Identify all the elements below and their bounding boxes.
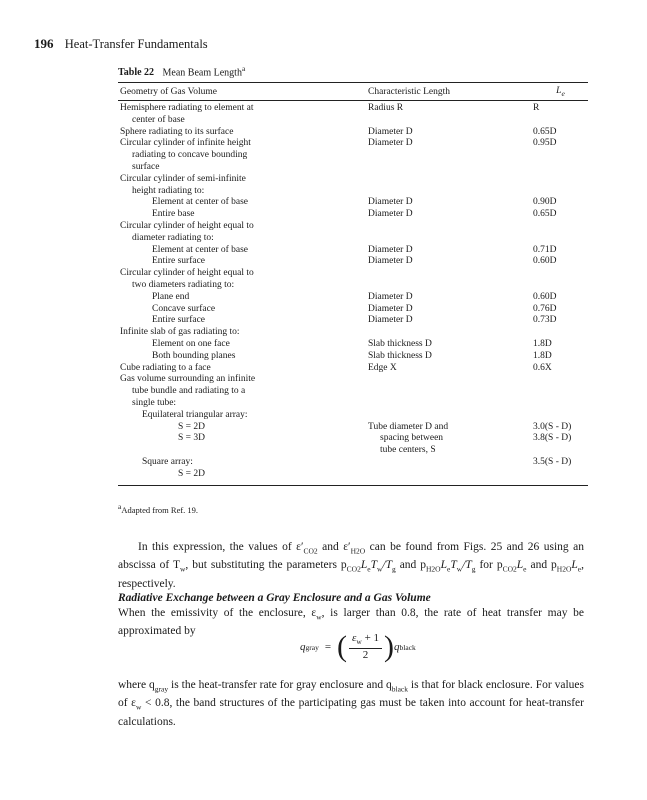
cell-mean-beam-length: 0.73D <box>533 315 557 326</box>
cell-geometry: S = 2D <box>178 468 206 479</box>
cell-geometry <box>118 445 368 457</box>
table-row <box>118 339 588 351</box>
page-number: 196 <box>34 36 54 51</box>
cell-geometry: Element at center of base <box>152 244 249 255</box>
cell-characteristic-length: Diameter D <box>368 209 413 220</box>
table-number: Table 22 <box>118 67 155 79</box>
cell-mean-beam-length <box>533 233 588 245</box>
cell-geometry: Infinite slab of gas radiating to: <box>120 327 240 338</box>
table-row <box>118 457 588 469</box>
table-title: Mean Beam Length <box>162 67 242 79</box>
cell-characteristic-length <box>368 398 533 410</box>
cell-geometry: Cube radiating to a face <box>120 362 211 373</box>
table-row <box>118 304 588 316</box>
cell-geometry: Element at center of base <box>152 197 249 208</box>
cell-characteristic-length: Tube diameter D and <box>368 421 449 432</box>
cell-characteristic-length <box>368 327 533 339</box>
cell-mean-beam-length <box>533 469 588 481</box>
cell-mean-beam-length <box>533 186 588 198</box>
cell-characteristic-length: Diameter D <box>368 291 413 302</box>
table-header-row <box>118 83 588 100</box>
table-body <box>118 101 588 485</box>
cell-mean-beam-length <box>533 386 588 398</box>
cell-mean-beam-length: 1.8D <box>533 338 552 349</box>
table-row <box>118 363 588 375</box>
column-header-le: $L_e$ <box>556 85 565 98</box>
table-row <box>118 268 588 280</box>
cell-mean-beam-length: 0.60D <box>533 291 557 302</box>
cell-geometry: Circular cylinder of infinite height <box>120 138 251 149</box>
running-title: Heat-Transfer Fundamentals <box>64 37 208 51</box>
paragraph-expression: In this expression, the values of $\varepsilon'_{CO2}$ and $\varepsilon'_{H2O}$ can be found from Figs. 25 and 26 using an abscissa of $T_w$, but substituting the parameters $p_{CO2}L_eT_w/T_g$ and $p_{H2O}L_eT_w/T_g$ for $p_{CO2}L_e$ and $p_{H2O}L_e$, respectively. <box>118 541 584 590</box>
table-caption <box>118 64 245 78</box>
cell-characteristic-length <box>368 469 533 481</box>
cell-characteristic-length: Diameter D <box>368 256 413 267</box>
cell-geometry: Concave surface <box>152 303 216 314</box>
cell-geometry: Sphere radiating to its surface <box>120 126 234 137</box>
mean-beam-length-table <box>118 82 588 486</box>
cell-mean-beam-length: 1.8D <box>533 350 552 361</box>
table-footnote: $^a$Adapted from Ref. 19. <box>118 502 199 515</box>
cell-characteristic-length <box>368 457 533 469</box>
table-row <box>118 245 588 257</box>
cell-geometry: Entire surface <box>152 256 206 267</box>
cell-mean-beam-length: R <box>533 103 540 113</box>
table-row <box>118 233 588 245</box>
cell-geometry: single tube: <box>132 397 177 408</box>
cell-mean-beam-length: 3.8(S - D) <box>533 433 572 444</box>
cell-mean-beam-length <box>533 327 588 339</box>
cell-characteristic-length: Diameter D <box>368 197 413 208</box>
cell-characteristic-length: Diameter D <box>368 315 413 326</box>
cell-geometry: Equilateral triangular array: <box>142 409 248 420</box>
cell-mean-beam-length <box>533 150 588 162</box>
cell-geometry: Circular cylinder of height equal to <box>120 268 254 279</box>
cell-geometry: two diameters radiating to: <box>132 279 235 290</box>
cell-mean-beam-length: 3.5(S - D) <box>533 456 572 467</box>
table-row <box>118 445 588 457</box>
table-row <box>118 138 588 150</box>
table-row <box>118 174 588 186</box>
cell-geometry: radiating to concave bounding <box>132 150 248 161</box>
table-row <box>118 386 588 398</box>
cell-characteristic-length: Edge X <box>368 362 397 373</box>
table-row <box>118 209 588 221</box>
table-row <box>118 127 588 139</box>
cell-mean-beam-length <box>533 374 588 386</box>
cell-characteristic-length <box>368 268 533 280</box>
cell-characteristic-length: Radius R <box>368 103 404 113</box>
cell-mean-beam-length: 0.60D <box>533 256 557 267</box>
cell-mean-beam-length: 0.95D <box>533 138 557 149</box>
table-row <box>118 351 588 363</box>
cell-geometry: Circular cylinder of semi-infinite <box>120 173 246 184</box>
table-title-mark: a <box>241 64 246 73</box>
cell-mean-beam-length: 0.76D <box>533 303 557 314</box>
table-row <box>118 186 588 198</box>
cell-geometry: Square array: <box>142 456 193 467</box>
cell-geometry: Circular cylinder of height equal to <box>120 220 254 231</box>
table-row <box>118 256 588 268</box>
cell-geometry: Hemisphere radiating to element at <box>120 103 254 113</box>
cell-mean-beam-length: 3.0(S - D) <box>533 421 572 432</box>
page-header <box>34 36 208 52</box>
cell-characteristic-length: Slab thickness D <box>368 350 432 361</box>
table-row <box>118 162 588 174</box>
table-row <box>118 292 588 304</box>
table-row <box>118 315 588 327</box>
cell-mean-beam-length: 0.6X <box>533 362 552 373</box>
cell-characteristic-length <box>368 374 533 386</box>
cell-mean-beam-length: 0.90D <box>533 197 557 208</box>
table-row <box>118 197 588 209</box>
cell-geometry: surface <box>132 161 160 172</box>
table-row <box>118 422 588 434</box>
cell-characteristic-length: Slab thickness D <box>368 338 432 349</box>
table-row <box>118 103 588 115</box>
cell-geometry: Gas volume surrounding an infinite <box>120 374 256 385</box>
cell-mean-beam-length <box>533 174 588 186</box>
cell-mean-beam-length: 0.65D <box>533 126 557 137</box>
paragraph-emissivity: When the emissivity of the enclosure, $\varepsilon_w$, is larger than 0.8, the rate of heat transfer may be approximated by <box>118 607 584 638</box>
table-row <box>118 398 588 410</box>
cell-characteristic-length <box>368 233 533 245</box>
cell-characteristic-length <box>368 221 533 233</box>
cell-geometry: Both bounding planes <box>152 350 236 361</box>
cell-geometry: center of base <box>132 114 185 125</box>
cell-geometry: height radiating to: <box>132 185 205 196</box>
cell-geometry: S = 3D <box>178 433 206 444</box>
cell-geometry: Entire surface <box>152 315 206 326</box>
paragraph-where: where $q_{gray}$ is the heat-transfer rate for gray enclosure and $q_{black}$ is that for black enclosure. For values of $\varepsilon_w < 0.8$, the band structures of the participating gas must be taken into account for heat-transfer calculations. <box>118 679 584 728</box>
cell-mean-beam-length: 0.65D <box>533 209 557 220</box>
cell-mean-beam-length <box>533 280 588 292</box>
cell-characteristic-length: Diameter D <box>368 126 413 137</box>
cell-characteristic-length: Diameter D <box>368 138 413 149</box>
cell-characteristic-length <box>368 115 533 127</box>
table-row <box>118 115 588 127</box>
cell-geometry: Plane end <box>152 291 190 302</box>
cell-characteristic-length: spacing between <box>380 433 444 444</box>
cell-characteristic-length: tube centers, S <box>380 445 436 456</box>
cell-characteristic-length <box>368 174 533 186</box>
cell-geometry: Entire base <box>152 209 195 220</box>
table-row <box>118 327 588 339</box>
gray-enclosure-equation: q gray = ( $\frac{\varepsilon_w + 1}{2}$ ) q black <box>300 630 416 664</box>
table-row <box>118 374 588 386</box>
cell-geometry: S = 2D <box>178 421 206 432</box>
cell-mean-beam-length <box>533 115 588 127</box>
cell-characteristic-length <box>368 280 533 292</box>
cell-characteristic-length <box>368 150 533 162</box>
cell-characteristic-length <box>368 186 533 198</box>
cell-geometry: diameter radiating to: <box>132 232 214 243</box>
cell-mean-beam-length: 0.71D <box>533 244 557 255</box>
cell-mean-beam-length <box>533 162 588 174</box>
cell-geometry: Element on one face <box>152 338 230 349</box>
cell-mean-beam-length <box>533 445 588 457</box>
cell-mean-beam-length <box>533 398 588 410</box>
cell-characteristic-length: Diameter D <box>368 244 413 255</box>
table-row <box>118 410 588 422</box>
cell-mean-beam-length <box>533 221 588 233</box>
cell-characteristic-length <box>368 386 533 398</box>
cell-characteristic-length <box>368 410 533 422</box>
table-row <box>118 280 588 292</box>
table-row <box>118 433 588 445</box>
table-row <box>118 221 588 233</box>
cell-mean-beam-length <box>533 268 588 280</box>
cell-characteristic-length: Diameter D <box>368 303 413 314</box>
section-heading: Radiative Exchange between a Gray Enclosure and a Gas Volume <box>118 592 431 604</box>
table-row <box>118 150 588 162</box>
cell-characteristic-length <box>368 162 533 174</box>
column-header-geometry: Geometry of Gas Volume <box>120 86 218 97</box>
cell-geometry: tube bundle and radiating to a <box>132 386 246 397</box>
cell-mean-beam-length <box>533 410 588 422</box>
column-header-characteristic: Characteristic Length <box>368 86 451 97</box>
table-row <box>118 469 588 481</box>
